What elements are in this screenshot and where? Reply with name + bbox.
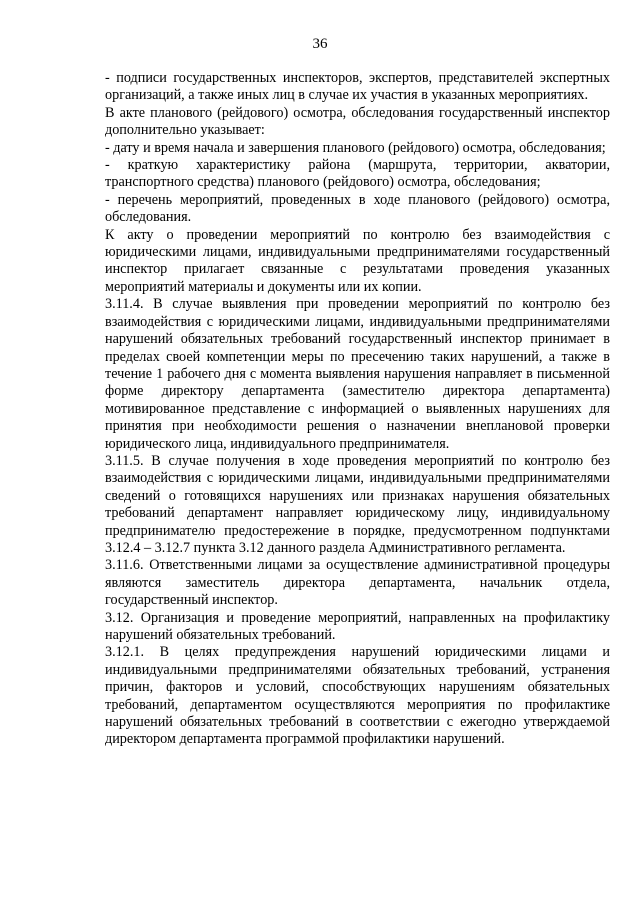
paragraph-3-11-4: 3.11.4. В случае выявления при проведении мероприятий по контролю без взаимодействия с юридическими лицами, индивидуальными предпринимателями нарушений обязательных требований государственный инспектор принимает в пределах своей компетенции меры по пресечению таких нарушений, а также в течение 1 рабочего дня с момента выявления нарушения направляет в письменной форме директору департамента (заместителю директора департамента) мотивированное представление с информацией о выявленных нарушениях для принятия при необходимости решения о назначении внеплановой проверки юридического лица, индивидуального предпринимателя. (105, 296, 610, 452)
document-body (105, 70, 610, 749)
paragraph-3-12: 3.12. Организация и проведение мероприятий, направленных на профилактику нарушений обязательных требований. (105, 609, 610, 643)
paragraph-area-description: - краткую характеристику района (маршрута, территории, акватории, транспортного средства) планового (рейдового) осмотра, обследования; (105, 157, 610, 191)
paragraph-3-11-5: 3.11.5. В случае получения в ходе проведения мероприятий по контролю без взаимодействия с юридическими лицами, индивидуальными предпринимателями сведений о готовящихся нарушениях или признаках нарушения обязательных требований департамент направляет юридическому лицу, индивидуальному предпринимателю предостережение в порядке, предусмотренном подпунктами 3.12.4 – 3.12.7 пункта 3.12 данного раздела Административного регламента. (105, 452, 610, 556)
paragraph-inspector-signatures: - подписи государственных инспекторов, экспертов, представителей экспертных организаций, а также иных лиц в случае их участия в указанных мероприятиях. (105, 70, 610, 104)
paragraph-act-additional-info: В акте планового (рейдового) осмотра, обследования государственный инспектор дополнительно указывает: (105, 104, 610, 139)
paragraph-act-attachments: К акту о проведении мероприятий по контролю без взаимодействия с юридическими лицами, индивидуальными предпринимателями государственный инспектор прилагает связанные с результатами проведения указанных мероприятий материалы и документы или их копии. (105, 226, 610, 295)
paragraph-measures-list: - перечень мероприятий, проведенных в ходе планового (рейдового) осмотра, обследования. (105, 191, 610, 226)
page-number: 36 (312, 36, 328, 52)
paragraph-date-time: - дату и время начала и завершения планового (рейдового) осмотра, обследования; (105, 139, 606, 156)
paragraph-3-12-1: 3.12.1. В целях предупреждения нарушений юридическими лицами и индивидуальными предпринимателями обязательных требований, устранения причин, факторов и условий, способствующих нарушениям обязательных требований, департаментом осуществляются мероприятия по профилактике нарушений обязательных требований в соответствии с ежегодно утверждаемой директором департамента программой профилактики нарушений. (105, 644, 610, 748)
paragraph-3-11-6: 3.11.6. Ответственными лицами за осуществление административной процедуры являются заместитель директора департамента, начальник отдела, государственный инспектор. (105, 557, 610, 609)
